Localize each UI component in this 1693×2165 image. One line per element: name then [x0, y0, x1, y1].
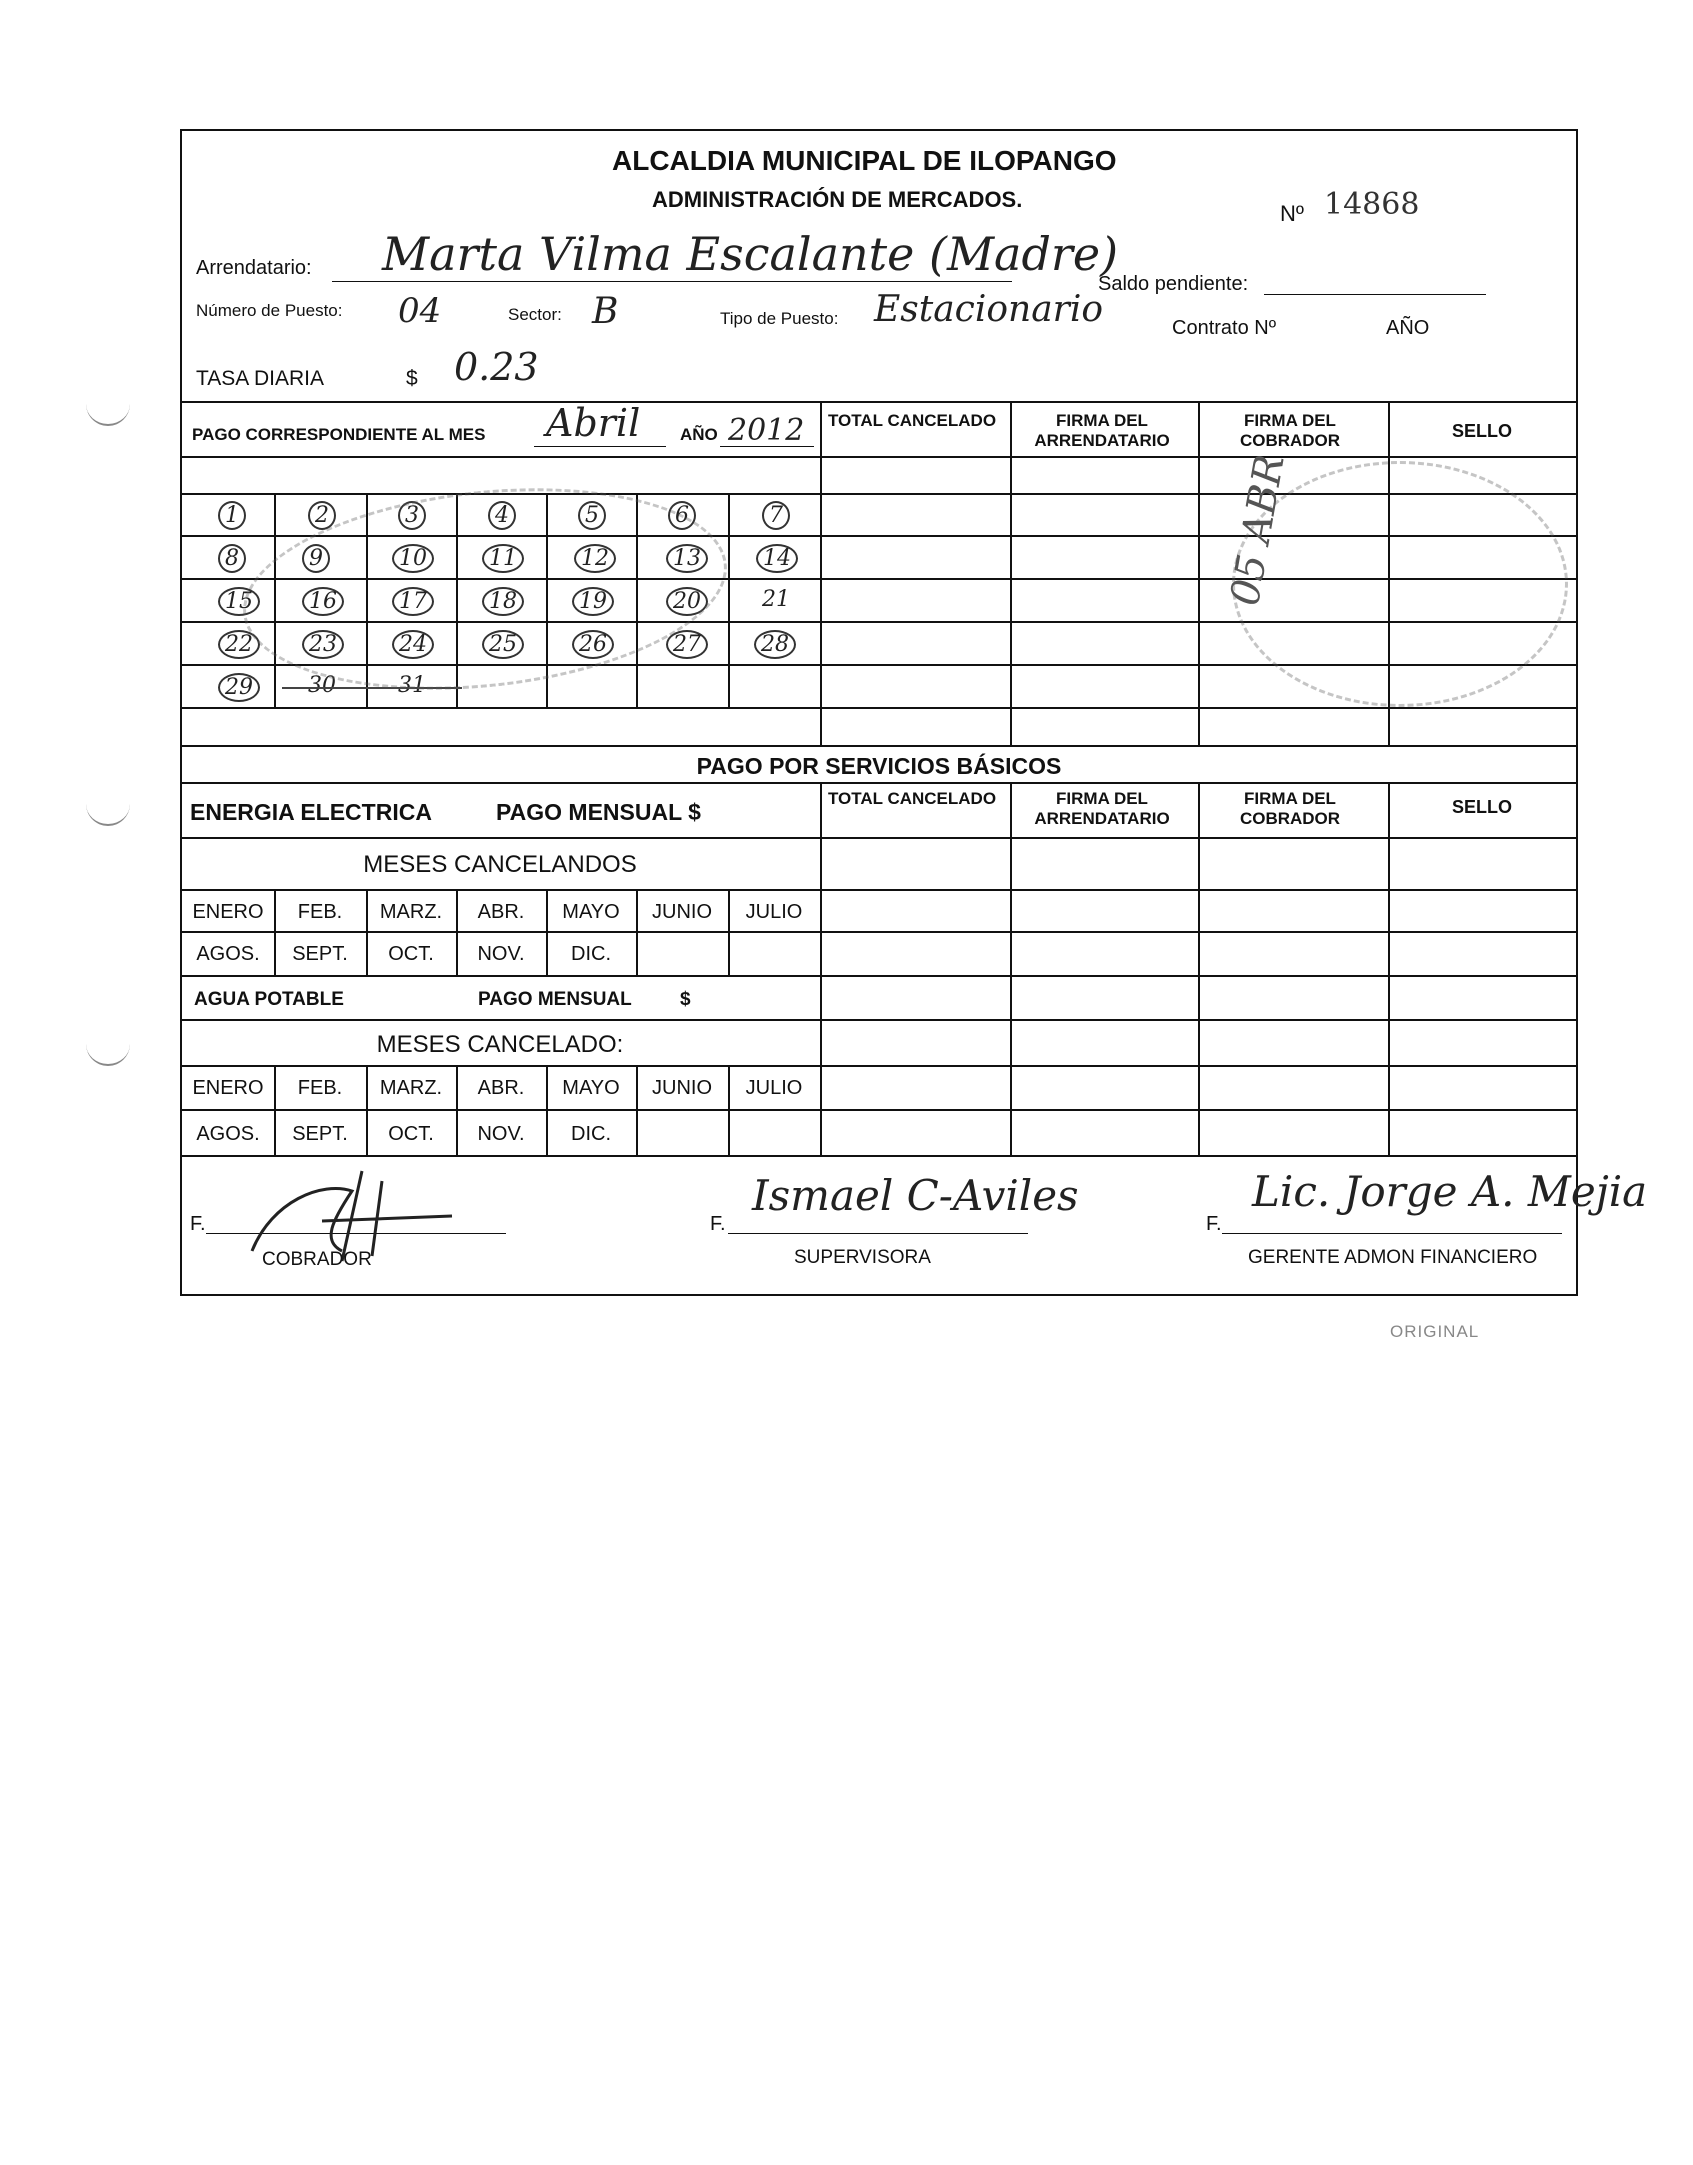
supervisora-label: SUPERVISORA [794, 1247, 931, 1268]
divider [182, 1109, 1576, 1111]
saldo-line [1264, 294, 1486, 295]
day-cell: 14 [756, 544, 798, 573]
receipt-number: 14868 [1324, 187, 1420, 222]
servicios-col-sello: SELLO [1451, 797, 1512, 817]
agua-currency: $ [680, 989, 691, 1010]
month-cell: DIC. [571, 1123, 611, 1145]
divider [182, 975, 1576, 977]
month-col-divider [728, 889, 730, 975]
col-firma-cobrador: FIRMA DEL COBRADOR [1239, 411, 1341, 450]
month-cell: MAYO [562, 901, 620, 923]
month-cell: MAYO [562, 1077, 620, 1099]
form-subtitle: ADMINISTRACIÓN DE MERCADOS. [652, 187, 1023, 212]
cobrador-label: COBRADOR [262, 1249, 372, 1270]
month-col-divider [636, 1065, 638, 1155]
day-cell: 6 [668, 501, 696, 530]
month-col-divider [456, 889, 458, 975]
day-cell: 10 [392, 544, 434, 573]
meses-cancelandos-label: MESES CANCELANDOS [363, 851, 637, 878]
servicios-col-total: TOTAL CANCELADO [827, 789, 997, 808]
day-cell: 25 [482, 630, 524, 659]
divider [182, 1155, 1576, 1157]
pago-mes-value: Abril [546, 401, 641, 445]
month-col-divider [728, 1065, 730, 1155]
stamp-date: 05 ABR [1222, 451, 1294, 609]
divider [182, 889, 1576, 891]
month-cell: OCT. [388, 943, 434, 965]
month-cell: FEB. [297, 1077, 343, 1099]
row-divider [182, 707, 1576, 709]
contrato-label: Contrato Nº [1172, 317, 1277, 339]
day-cell: 9 [302, 544, 330, 573]
meses-cancelado-label: MESES CANCELADO: [376, 1031, 624, 1058]
firma-supervisora-f: F. [710, 1213, 726, 1235]
pago-anio-label: AÑO [680, 425, 718, 444]
day-cell: 4 [488, 501, 516, 530]
month-cell: MARZ. [379, 1077, 443, 1099]
month-cell: AGOS. [196, 1123, 260, 1145]
tasa-currency: $ [406, 367, 418, 390]
servicios-title: PAGO POR SERVICIOS BÁSICOS [696, 753, 1062, 779]
punch-hole-icon [86, 802, 130, 826]
supervisora-signature: Ismael C-Aviles [752, 1171, 1079, 1220]
pago-mes-label: PAGO CORRESPONDIENTE AL MES [192, 425, 486, 444]
agua-pago-label: PAGO MENSUAL [478, 989, 632, 1010]
day-cell: 12 [574, 544, 616, 573]
contrato-anio-label: AÑO [1386, 317, 1430, 339]
pago-mes-line [534, 446, 666, 447]
firma-gerente-line [1222, 1233, 1562, 1234]
day-cell: 24 [392, 630, 434, 659]
gerente-label: GERENTE ADMON FINANCIERO [1248, 1247, 1538, 1268]
month-cell: NOV. [477, 1123, 525, 1145]
col-firma-arrendatario: FIRMA DEL ARRENDATARIO [1034, 411, 1170, 450]
month-cell: JULIO [745, 1077, 803, 1099]
day-cell: 8 [218, 544, 246, 573]
month-cell: ABR. [477, 1077, 525, 1099]
day-cell: 26 [572, 630, 614, 659]
month-col-divider [636, 889, 638, 975]
month-cell: ENERO [192, 1077, 264, 1099]
divider [182, 1065, 1576, 1067]
month-cell: SEPT. [292, 1123, 348, 1145]
month-cell: SEPT. [292, 943, 348, 965]
month-col-divider [546, 889, 548, 975]
day-cell: 29 [218, 673, 260, 702]
day-cell: 18 [482, 587, 524, 616]
day-cell: 11 [482, 544, 524, 573]
divider [182, 1019, 1576, 1021]
month-cell: JUNIO [652, 1077, 712, 1099]
col-sello: SELLO [1451, 421, 1512, 441]
day-cell: 20 [666, 587, 708, 616]
col-divider [820, 401, 822, 745]
tipo-puesto-label: Tipo de Puesto: [720, 309, 839, 328]
agua-label: AGUA POTABLE [194, 989, 344, 1010]
arrendatario-value: Marta Vilma Escalante (Madre) [382, 227, 1119, 281]
firma-gerente-f: F. [1206, 1213, 1222, 1235]
servicios-col-firma-arr: FIRMA DEL ARRENDATARIO [1034, 789, 1170, 828]
day-cell: 13 [666, 544, 708, 573]
month-cell: JUNIO [652, 901, 712, 923]
day-cell: 17 [392, 587, 434, 616]
col-divider [1010, 401, 1012, 745]
market-receipt-form [180, 129, 1648, 1296]
punch-hole-icon [86, 1042, 130, 1066]
month-col-divider [456, 1065, 458, 1155]
day-cell: 28 [754, 630, 796, 659]
tasa-label: TASA DIARIA [196, 367, 324, 390]
day-cell: 27 [666, 630, 708, 659]
day-cell: 19 [572, 587, 614, 616]
col-divider [1388, 782, 1390, 1155]
tasa-value: 0.23 [454, 345, 539, 389]
day-cell: 7 [762, 501, 790, 530]
day-cell: 23 [302, 630, 344, 659]
day-cell: 1 [218, 501, 246, 530]
day-cell: 31 [398, 673, 426, 698]
col-divider [1198, 401, 1200, 745]
day-cell: 15 [218, 587, 260, 616]
punch-hole-icon [86, 402, 130, 426]
day-cell: 2 [308, 501, 336, 530]
numero-puesto-label: Número de Puesto: [196, 301, 343, 320]
col-divider [1010, 782, 1012, 1155]
firma-supervisora-line [728, 1233, 1028, 1234]
col-divider [820, 782, 822, 1155]
original-label: ORIGINAL [1390, 1322, 1480, 1341]
day-cell: 22 [218, 630, 260, 659]
divider [182, 456, 1576, 458]
numero-puesto-value: 04 [398, 291, 442, 331]
pago-anio-value: 2012 [728, 413, 805, 448]
month-cell: ABR. [477, 901, 525, 923]
month-cell: JULIO [745, 901, 803, 923]
sector-label: Sector: [508, 305, 562, 324]
month-cell: MARZ. [379, 901, 443, 923]
month-cell: ENERO [192, 901, 264, 923]
divider [182, 782, 1576, 784]
divider [182, 745, 1576, 747]
month-col-divider [366, 889, 368, 975]
col-divider [1198, 782, 1200, 1155]
day-cell: 21 [762, 587, 790, 612]
arrendatario-label: Arrendatario: [196, 257, 312, 279]
servicios-col-firma-cob: FIRMA DEL COBRADOR [1239, 789, 1341, 828]
saldo-label: Saldo pendiente: [1098, 273, 1249, 295]
month-cell: NOV. [477, 943, 525, 965]
day-cell: 16 [302, 587, 344, 616]
month-col-divider [546, 1065, 548, 1155]
month-col-divider [366, 1065, 368, 1155]
month-cell: AGOS. [196, 943, 260, 965]
divider [182, 931, 1576, 933]
month-col-divider [274, 889, 276, 975]
arrendatario-line [332, 281, 1012, 282]
form-title: ALCALDIA MUNICIPAL DE ILOPANGO [612, 145, 1117, 176]
month-col-divider [274, 1065, 276, 1155]
tipo-puesto-value: Estacionario [874, 289, 1104, 330]
gerente-signature: Lic. Jorge A. Mejia [1252, 1167, 1648, 1216]
divider [182, 837, 1576, 839]
receipt-number-label: Nº [1280, 201, 1304, 226]
month-cell: FEB. [297, 901, 343, 923]
col-total-cancelado: TOTAL CANCELADO [827, 411, 997, 430]
day-col-divider [728, 493, 730, 707]
month-cell: OCT. [388, 1123, 434, 1145]
divider [182, 401, 1576, 403]
day-cell: 5 [578, 501, 606, 530]
day-cell: 3 [398, 501, 426, 530]
energia-pago-label: PAGO MENSUAL $ [496, 799, 701, 825]
firma-cobrador-f: F. [190, 1213, 206, 1235]
day-cell: 30 [308, 673, 336, 698]
sector-value: B [592, 291, 619, 332]
energia-label: ENERGIA ELECTRICA [190, 799, 432, 825]
month-cell: DIC. [571, 943, 611, 965]
